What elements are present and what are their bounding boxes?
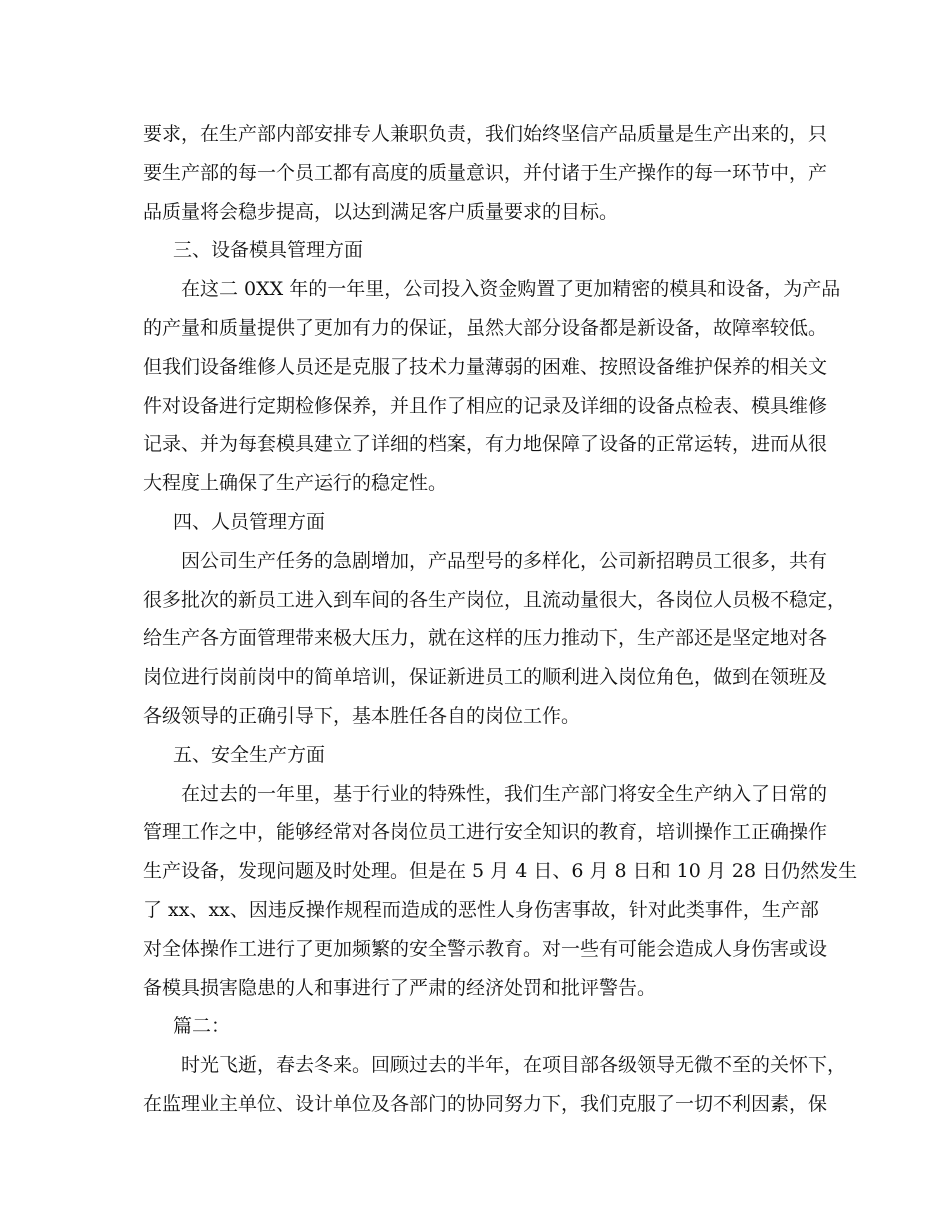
paragraph-line: 给生产各方面管理带来极大压力，就在这样的压力推动下，生产部还是坚定地对各 — [143, 627, 828, 650]
section-heading: 篇二： — [173, 1015, 231, 1038]
paragraph-line: 岗位进行岗前岗中的简单培训，保证新进员工的顺利进入岗位角色，做到在领班及 — [143, 666, 828, 689]
paragraph-line: 但我们设备维修人员还是克服了技术力量薄弱的困难、按照设备维护保养的相关文 — [143, 355, 828, 378]
paragraph-line: 很多批次的新员工进入到车间的各生产岗位，且流动量很大，各岗位人员极不稳定， — [143, 588, 847, 611]
document-body — [143, 115, 858, 1124]
paragraph-line: 品质量将会稳步提高，以达到满足客户质量要求的目标。 — [143, 200, 619, 223]
paragraph-line: 记录、并为每套模具建立了详细的档案，有力地保障了设备的正常运转，进而从很 — [143, 433, 828, 456]
section-heading: 三、设备模具管理方面 — [173, 239, 364, 262]
paragraph-line: 管理工作之中，能够经常对各岗位员工进行安全知识的教育，培训操作工正确操作 — [143, 821, 828, 844]
paragraph-line: 各级领导的正确引导下，基本胜任各自的岗位工作。 — [143, 704, 581, 727]
paragraph-line: 对全体操作工进行了更加频繁的安全警示教育。对一些有可能会造成人身伤害或设 — [143, 937, 828, 960]
section-heading: 五、安全生产方面 — [173, 743, 326, 766]
paragraph-line: 生产设备，发现问题及时处理。但是在 5 月 4 日、6 月 8 日和 10 月 28 日仍然发生 — [143, 860, 858, 883]
paragraph-line: 时光飞逝，春去冬来。回顾过去的半年，在项目部各级领导无微不至的关怀下， — [181, 1054, 847, 1077]
paragraph-line: 大程度上确保了生产运行的稳定性。 — [143, 472, 448, 495]
paragraph-line: 的产量和质量提供了更加有力的保证，虽然大部分设备都是新设备，故障率较低。 — [143, 316, 828, 339]
paragraph-line: 件对设备进行定期检修保养，并且作了相应的记录及详细的设备点检表、模具维修 — [143, 394, 828, 417]
section-heading: 四、人员管理方面 — [173, 510, 326, 533]
paragraph-line: 在监理业主单位、设计单位及各部门的协同努力下，我们克服了一切不利因素，保 — [143, 1092, 828, 1115]
paragraph-line: 要求，在生产部内部安排专人兼职负责，我们始终坚信产品质量是生产出来的，只 — [143, 123, 828, 145]
paragraph-line: 要生产部的每一个员工都有高度的质量意识，并付诸于生产操作的每一环节中，产 — [143, 161, 828, 184]
paragraph-line: 备模具损害隐患的人和事进行了严肃的经济处罚和批评警告。 — [143, 976, 657, 999]
paragraph-line: 在这二 0XX 年的一年里，公司投入资金购置了更加精密的模具和设备，为产品 — [181, 278, 841, 301]
paragraph-line: 在过去的一年里，基于行业的特殊性，我们生产部门将安全生产纳入了日常的 — [181, 782, 828, 805]
paragraph-line: 因公司生产任务的急剧增加，产品型号的多样化，公司新招聘员工很多，共有 — [181, 549, 828, 572]
paragraph-line: 了 xx、xx、因违反操作规程而造成的恶性人身伤害事故，针对此类事件，生产部 — [143, 898, 819, 921]
